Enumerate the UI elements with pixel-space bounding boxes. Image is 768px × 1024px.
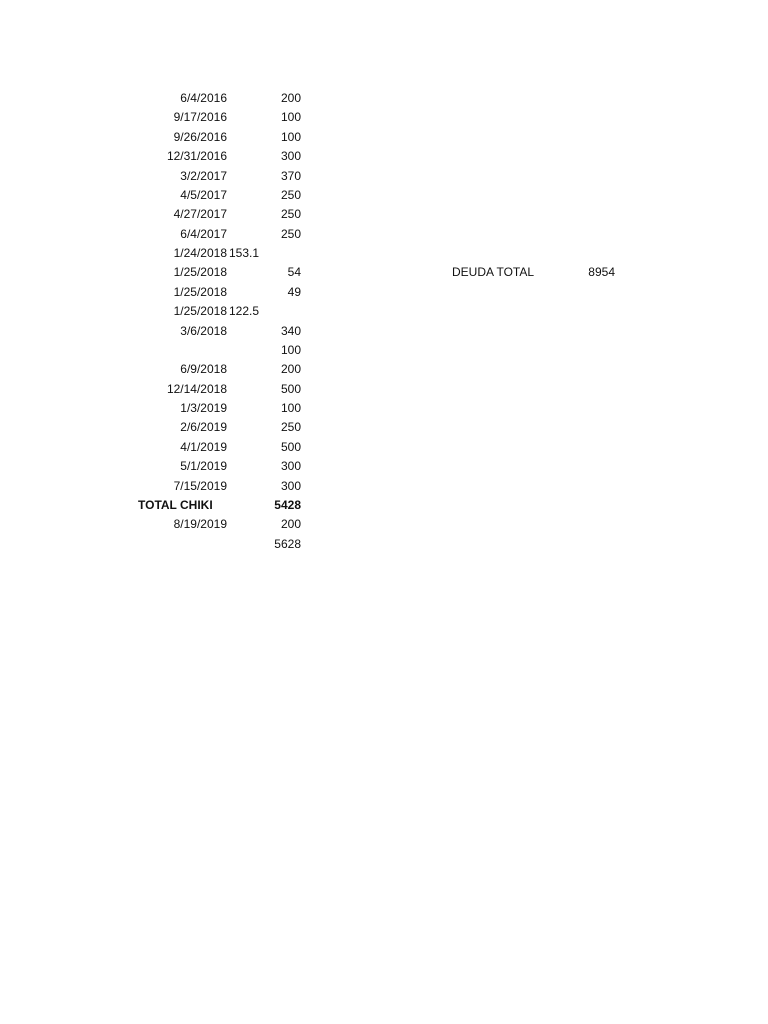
- deuda-total-label: DEUDA TOTAL: [452, 265, 535, 279]
- entry-row: [0, 399, 768, 418]
- entry-amount: 200: [280, 517, 301, 531]
- entry-date: 1/25/2018: [173, 285, 227, 299]
- entry-date: 8/19/2019: [173, 517, 227, 531]
- entry-row: [0, 380, 768, 399]
- entry-row: [0, 128, 768, 147]
- entry-row: [0, 515, 768, 534]
- entry-amount: 300: [280, 459, 301, 473]
- entry-row: [0, 322, 768, 341]
- grand-total-value: 5628: [274, 537, 301, 551]
- entry-row: [0, 418, 768, 437]
- entry-amount: 370: [280, 169, 301, 183]
- entry-row: [0, 244, 768, 263]
- entry-amount: 49: [287, 285, 301, 299]
- entry-amount: 200: [280, 91, 301, 105]
- entry-date: 12/14/2018: [166, 382, 227, 396]
- entry-date: 1/25/2018: [173, 265, 227, 279]
- entry-amount: 100: [280, 110, 301, 124]
- entry-date: 9/17/2016: [173, 110, 227, 124]
- entry-row: [0, 477, 768, 496]
- entry-amount: 100: [280, 343, 301, 357]
- total-chiki-row: [0, 496, 768, 515]
- entry-date: 3/2/2017: [180, 169, 227, 183]
- entry-date: 7/15/2019: [173, 479, 227, 493]
- entry-date: 3/6/2018: [180, 324, 227, 338]
- entry-date: 4/27/2017: [173, 207, 227, 221]
- entry-amount: 250: [280, 188, 301, 202]
- entry-amount: 100: [280, 401, 301, 415]
- entry-amount: 54: [287, 265, 301, 279]
- grand-total-row: [0, 535, 768, 554]
- entry-date: 9/26/2016: [173, 130, 227, 144]
- total-chiki-label: TOTAL CHIKI: [138, 498, 213, 512]
- entry-amount: 340: [280, 324, 301, 338]
- entry-row: [0, 89, 768, 108]
- entry-row: [0, 283, 768, 302]
- entry-date: 6/4/2017: [180, 227, 227, 241]
- entry-amount: 300: [280, 479, 301, 493]
- entry-row: [0, 360, 768, 379]
- entry-row: [0, 108, 768, 127]
- entry-row: [0, 147, 768, 166]
- entry-amount: 153.1: [229, 246, 260, 260]
- entry-amount: 250: [280, 420, 301, 434]
- entry-date: 4/1/2019: [180, 440, 227, 454]
- entry-row: [0, 205, 768, 224]
- entry-row: [0, 263, 768, 282]
- entry-row: [0, 341, 768, 360]
- entry-date: 1/24/2018: [173, 246, 227, 260]
- entry-date: 12/31/2016: [166, 149, 227, 163]
- entry-amount: 100: [280, 130, 301, 144]
- entry-amount: 250: [280, 227, 301, 241]
- entry-date: 4/5/2017: [180, 188, 227, 202]
- entry-amount: 200: [280, 362, 301, 376]
- deuda-total-value: 8954: [588, 265, 615, 279]
- entry-row: [0, 302, 768, 321]
- entry-date: 5/1/2019: [180, 459, 227, 473]
- entry-amount: 500: [280, 440, 301, 454]
- entry-date: 6/4/2016: [180, 91, 227, 105]
- entry-date: 1/25/2018: [173, 304, 227, 318]
- entry-amount: 122.5: [229, 304, 260, 318]
- entry-row: [0, 186, 768, 205]
- entry-amount: 500: [280, 382, 301, 396]
- entry-row: [0, 438, 768, 457]
- entry-row: [0, 457, 768, 476]
- entry-amount: 300: [280, 149, 301, 163]
- entry-amount: 250: [280, 207, 301, 221]
- entry-row: [0, 167, 768, 186]
- entry-row: [0, 225, 768, 244]
- entry-date: 2/6/2019: [180, 420, 227, 434]
- total-chiki-value: 5428: [274, 498, 301, 512]
- entry-date: 1/3/2019: [180, 401, 227, 415]
- entry-date: 6/9/2018: [180, 362, 227, 376]
